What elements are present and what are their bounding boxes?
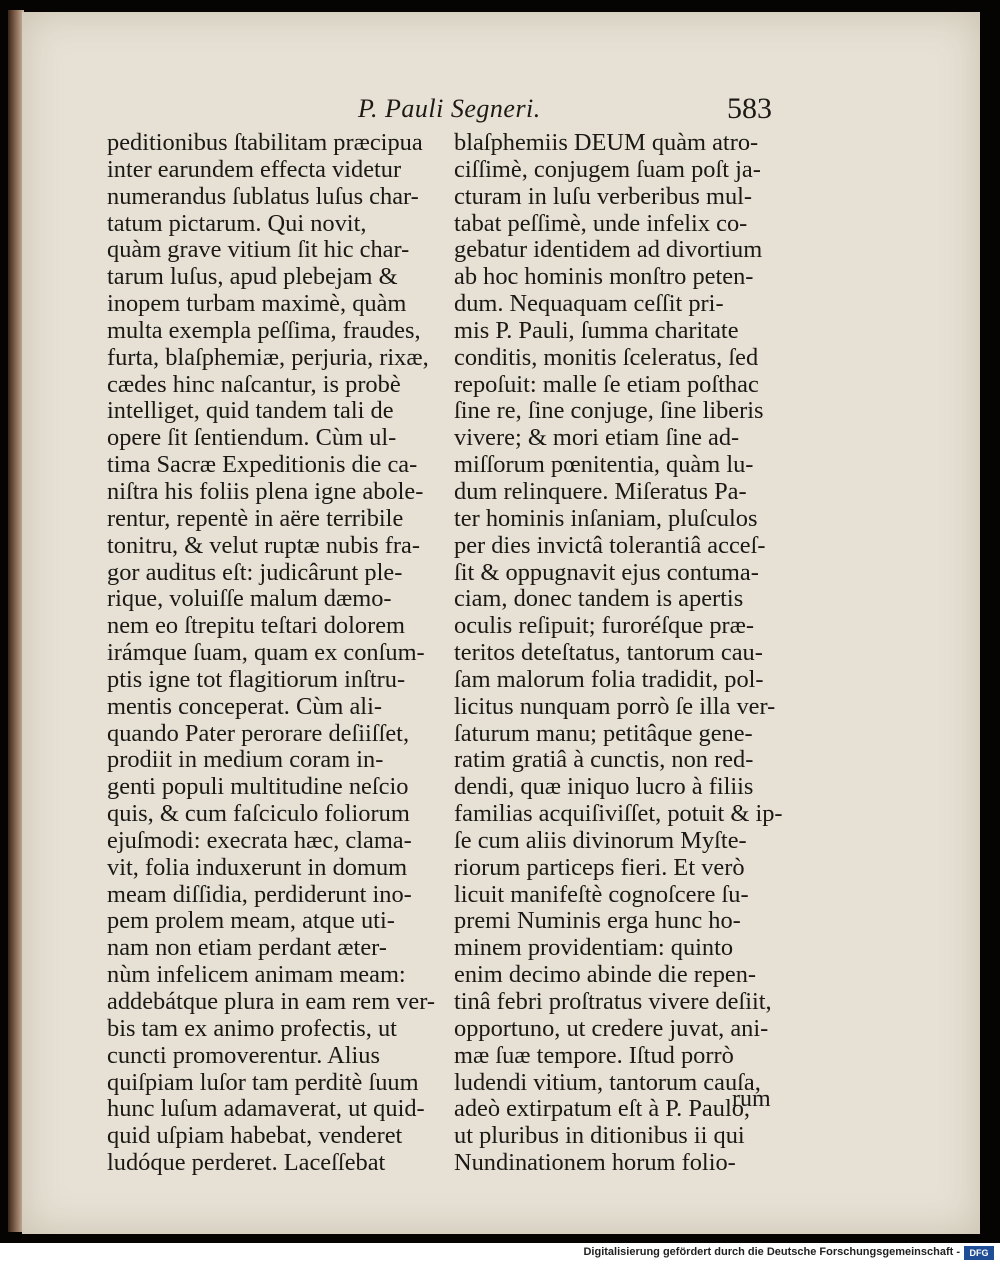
book-page bbox=[22, 12, 980, 1234]
text-line: tinâ febri proſtratus vivere deſiit, bbox=[454, 988, 772, 1015]
text-line: tarum luſus, apud plebejam & bbox=[107, 263, 398, 291]
text-line: mis P. Pauli, ſumma charitate bbox=[454, 316, 739, 344]
text-line: cædes hinc naſcantur, is probè bbox=[107, 370, 401, 398]
text-line: niſtra his foliis plena igne abole- bbox=[107, 477, 424, 505]
text-line: bis tam ex animo profectis, ut bbox=[107, 1014, 397, 1042]
funding-notice: Digitalisierung gefördert durch die Deutsche Forschungsgemeinschaft - bbox=[583, 1246, 960, 1258]
text-line: pem prolem meam, atque uti- bbox=[107, 907, 395, 935]
text-line: adeò extirpatum eſt à P. Paulo, bbox=[454, 1095, 751, 1123]
text-line: licitus nunquam porrò ſe illa ver- bbox=[454, 692, 776, 720]
text-line: ſaturum manu; petitâque gene- bbox=[454, 719, 753, 747]
text-line: opportuno, ut credere juvat, ani- bbox=[454, 1014, 769, 1042]
text-line: furta, blaſphemiæ, perjuria, rixæ, bbox=[107, 343, 429, 371]
text-line: tatum pictarum. Qui novit, bbox=[107, 209, 367, 237]
text-line: quàm grave vitium ſit hic char- bbox=[107, 236, 410, 264]
text-line: cturam in luſu verberibus mul- bbox=[454, 182, 753, 210]
text-line: ſit & oppugnavit ejus contuma- bbox=[454, 558, 759, 586]
text-line: ratim gratiâ à cunctis, non red- bbox=[454, 746, 754, 774]
text-line: dendi, quæ iniquo lucro à filiis bbox=[454, 773, 754, 801]
text-line: genti populi multitudine neſcio bbox=[107, 773, 409, 801]
text-line: vit, folia induxerunt in domum bbox=[107, 853, 408, 881]
text-line: peditionibus ſtabilitam præcipua bbox=[107, 129, 423, 156]
text-line: nem eo ſtrepitu teſtari dolorem bbox=[107, 612, 406, 640]
text-line: licuit manifeſtè cognoſcere ſu- bbox=[454, 880, 749, 908]
text-line: minem providentiam: quinto bbox=[454, 934, 734, 962]
text-line: vivere; & mori etiam ſine ad- bbox=[454, 424, 740, 452]
text-line: meam diſſidia, perdiderunt ino- bbox=[107, 880, 412, 908]
text-line: multa exempla peſſima, fraudes, bbox=[107, 316, 421, 344]
text-line: gor auditus eſt: judicârunt ple- bbox=[107, 558, 403, 586]
dfg-logo: DFG bbox=[964, 1246, 994, 1260]
text-line: rentur, repentè in aëre terribile bbox=[107, 504, 404, 532]
text-line: repoſuit: malle ſe etiam poſthac bbox=[454, 370, 759, 398]
text-line: tonitru, & velut ruptæ nubis fra- bbox=[107, 531, 420, 559]
text-line: inter earundem effecta videtur bbox=[107, 155, 402, 183]
text-line: opere ſit ſentiendum. Cùm ul- bbox=[107, 424, 397, 452]
text-line: Nundinationem horum folio- bbox=[454, 1149, 736, 1177]
text-line: per dies invictâ tolerantiâ acceſ- bbox=[454, 531, 766, 559]
text-line: ejuſmodi: execrata hæc, clama- bbox=[107, 826, 412, 854]
text-line: numerandus ſublatus luſus char- bbox=[107, 182, 419, 210]
text-line: quando Pater perorare deſiiſſet, bbox=[107, 719, 410, 747]
text-line: ludendi vitium, tantorum cauſa, bbox=[454, 1068, 761, 1096]
text-line: ter hominis inſaniam, pluſculos bbox=[454, 504, 758, 532]
text-line: oculis reſipuit; furoréſque præ- bbox=[454, 612, 755, 640]
text-line: dum. Nequaquam ceſſit pri- bbox=[454, 290, 724, 318]
text-line: conditis, monitis ſceleratus, ſed bbox=[454, 343, 759, 371]
text-line: gebatur identidem ad divortium bbox=[454, 236, 763, 264]
text-line: tima Sacræ Expeditionis die ca- bbox=[107, 451, 418, 479]
text-line: tabat peſſimè, unde infelix co- bbox=[454, 209, 748, 237]
text-line: ab hoc hominis monſtro peten- bbox=[454, 263, 754, 291]
catchword: rum bbox=[732, 1086, 771, 1112]
text-line: hunc luſum adamaverat, ut quid- bbox=[107, 1095, 425, 1123]
text-line: inopem turbam maximè, quàm bbox=[107, 290, 407, 318]
text-line: ciam, donec tandem is apertis bbox=[454, 585, 744, 613]
text-line: ciſſimè, conjugem ſuam poſt ja- bbox=[454, 155, 761, 183]
text-line: irámque ſuam, quam ex conſum- bbox=[107, 639, 425, 667]
text-line: ſine re, ſine conjuge, ſine liberis bbox=[454, 397, 764, 425]
text-line: nam non etiam perdant æter- bbox=[107, 934, 387, 962]
text-line: intelliget, quid tandem tali de bbox=[107, 397, 394, 425]
text-line: riorum particeps fieri. Et verò bbox=[454, 853, 745, 881]
text-line: mentis conceperat. Cùm ali- bbox=[107, 692, 382, 720]
text-line: prodiit in medium coram in- bbox=[107, 746, 384, 774]
text-line: familias acquiſiviſſet, potuit & ip- bbox=[454, 800, 783, 828]
running-head: P. Pauli Segneri. bbox=[358, 94, 541, 123]
text-line: miſſorum pœnitentia, quàm lu- bbox=[454, 451, 754, 479]
text-line: addebátque plura in eam rem ver- bbox=[107, 988, 435, 1015]
text-line: enim decimo abinde die repen- bbox=[454, 961, 757, 989]
text-line: ptis igne tot flagitiorum inſtru- bbox=[107, 665, 406, 693]
text-line: rique, voluiſſe malum dæmo- bbox=[107, 585, 392, 613]
text-line: quid uſpiam habebat, venderet bbox=[107, 1122, 403, 1150]
text-line: ſe cum aliis divinorum Myſte- bbox=[454, 826, 747, 854]
text-line: quis, & cum faſciculo foliorum bbox=[107, 800, 410, 828]
text-line: dum relinquere. Miſeratus Pa- bbox=[454, 477, 747, 505]
text-line: ſam malorum folia tradidit, pol- bbox=[454, 665, 764, 693]
right-text-column bbox=[454, 130, 784, 1177]
text-line: quiſpiam luſor tam perditè ſuum bbox=[107, 1068, 419, 1096]
digitization-footer bbox=[0, 1243, 1000, 1264]
text-line: teritos deteſtatus, tantorum cau- bbox=[454, 639, 763, 667]
text-line: cuncti promoverentur. Alius bbox=[107, 1041, 380, 1069]
text-line: premi Numinis erga hunc ho- bbox=[454, 907, 741, 935]
text-line: mæ ſuæ tempore. Iſtud porrò bbox=[454, 1041, 734, 1069]
text-line: nùm infelicem animam meam: bbox=[107, 961, 406, 989]
page-header bbox=[22, 90, 980, 130]
text-line: ludóque perderet. Laceſſebat bbox=[107, 1149, 386, 1177]
left-text-column bbox=[107, 130, 435, 1177]
page-number: 583 bbox=[727, 92, 772, 125]
text-line: ut pluribus in ditionibus ii qui bbox=[454, 1122, 745, 1150]
text-line: blaſphemiis DEUM quàm atro- bbox=[454, 129, 759, 156]
